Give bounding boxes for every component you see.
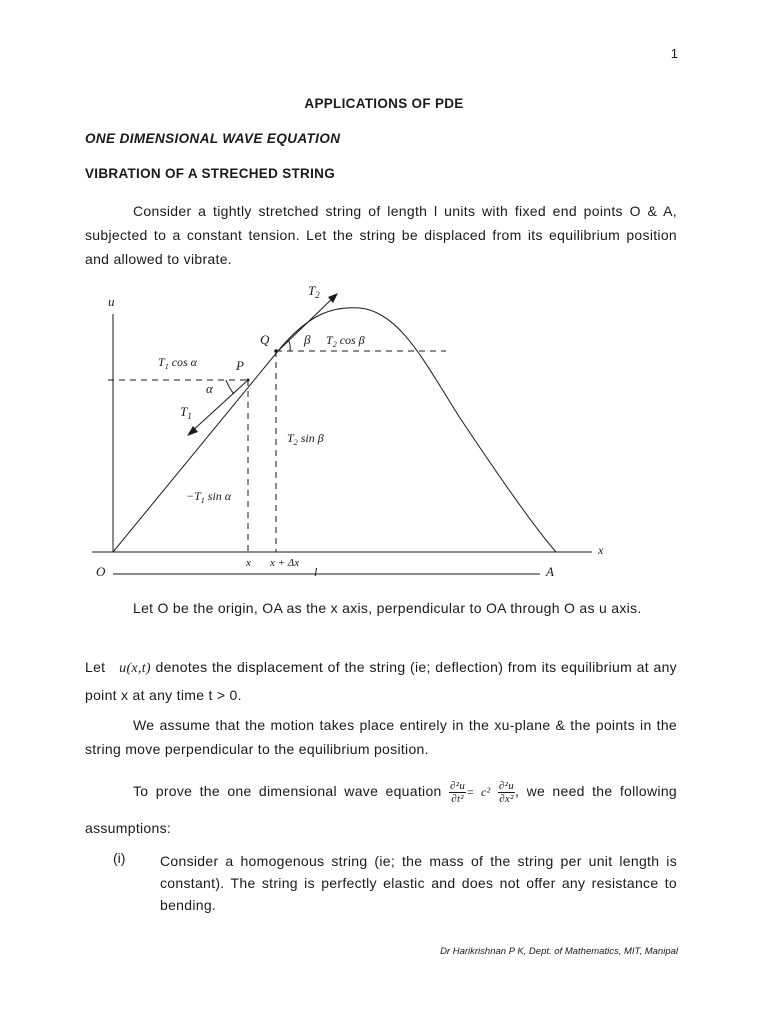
list-item-number: (i) xyxy=(113,850,126,866)
beta-label: β xyxy=(304,332,311,347)
minus-t1-sin-alpha-label: $-T_1$ sin α xyxy=(186,489,232,505)
t2-cos-beta-label: $T_2$ cos β xyxy=(326,333,365,349)
section-heading: ONE DIMENSIONAL WAVE EQUATION xyxy=(85,131,341,146)
wave-equation-paragraph: To prove the one dimensional wave equation $\frac{\text{∂²u}}{\text{∂t²}}$ = c² $\frac{\text{∂²u}}{\text{∂x²}}$ , we need the following assumptions: xyxy=(85,779,677,836)
point-q-label: Q xyxy=(260,332,270,347)
t2-label: $T_2$ xyxy=(308,283,320,300)
rhs-fraction: $\frac{\text{∂²u}}{\text{∂x²}}$ xyxy=(498,779,515,805)
t1-cos-alpha-label: $T_1$ cos α xyxy=(158,355,197,371)
length-l-label: l xyxy=(314,565,318,579)
point-p-label: P xyxy=(236,358,244,373)
point-q-dot xyxy=(274,349,278,353)
list-item-text: Consider a homogenous string (ie; the mass of the string per unit length is constant). The string is perfectly elastic and does not offer any resistance to bending. xyxy=(160,853,677,913)
displacement-paragraph: Let u(x,t) denotes the displacement of the string (ie; deflection) from its equilibrium at any point x at any time t > 0. xyxy=(85,659,677,703)
alpha-arc xyxy=(226,380,234,394)
page-title: APPLICATIONS OF PDE xyxy=(304,96,464,111)
lhs-fraction: $\frac{\text{∂²u}}{\text{∂t²}}$ xyxy=(450,779,466,805)
displacement-function: u(x,t) xyxy=(119,661,151,676)
x-plus-dx-label: x + Δx xyxy=(270,557,300,569)
subsection-heading: VIBRATION OF A STRECHED STRING xyxy=(85,166,336,181)
alpha-label: α xyxy=(206,381,213,396)
intro-paragraph: Consider a tightly stretched string of length l units with fixed end points O & A, subjected to a constant tension. Let the string be displaced from its equilibrium position and allowed to vibrate. xyxy=(85,203,677,267)
t2-sin-beta-label: $T_2$ sin β xyxy=(287,431,324,447)
page-footer: Dr Harikrishnan P K, Dept. of Mathematics, MIT, Manipal xyxy=(440,946,678,957)
point-a-label: A xyxy=(546,564,554,579)
t1-label: $T_1$ xyxy=(180,404,192,421)
assumption-paragraph: We assume that the motion takes place entirely in the xu-plane & the points in the string move perpendicular to the equilibrium position. xyxy=(85,717,677,757)
x-position-label: x xyxy=(246,557,251,569)
origin-paragraph: Let O be the origin, OA as the x axis, perpendicular to OA through O as u axis. xyxy=(133,600,642,616)
u-axis-label: u xyxy=(108,294,115,309)
x-axis-label: x xyxy=(598,543,604,557)
origin-label: O xyxy=(96,564,106,579)
page-number: 1 xyxy=(670,46,678,61)
t1-arrow-line xyxy=(190,380,248,433)
string-vibration-diagram xyxy=(0,278,768,588)
point-p-dot xyxy=(247,379,250,382)
equals-c-squared: = c² xyxy=(466,785,491,799)
